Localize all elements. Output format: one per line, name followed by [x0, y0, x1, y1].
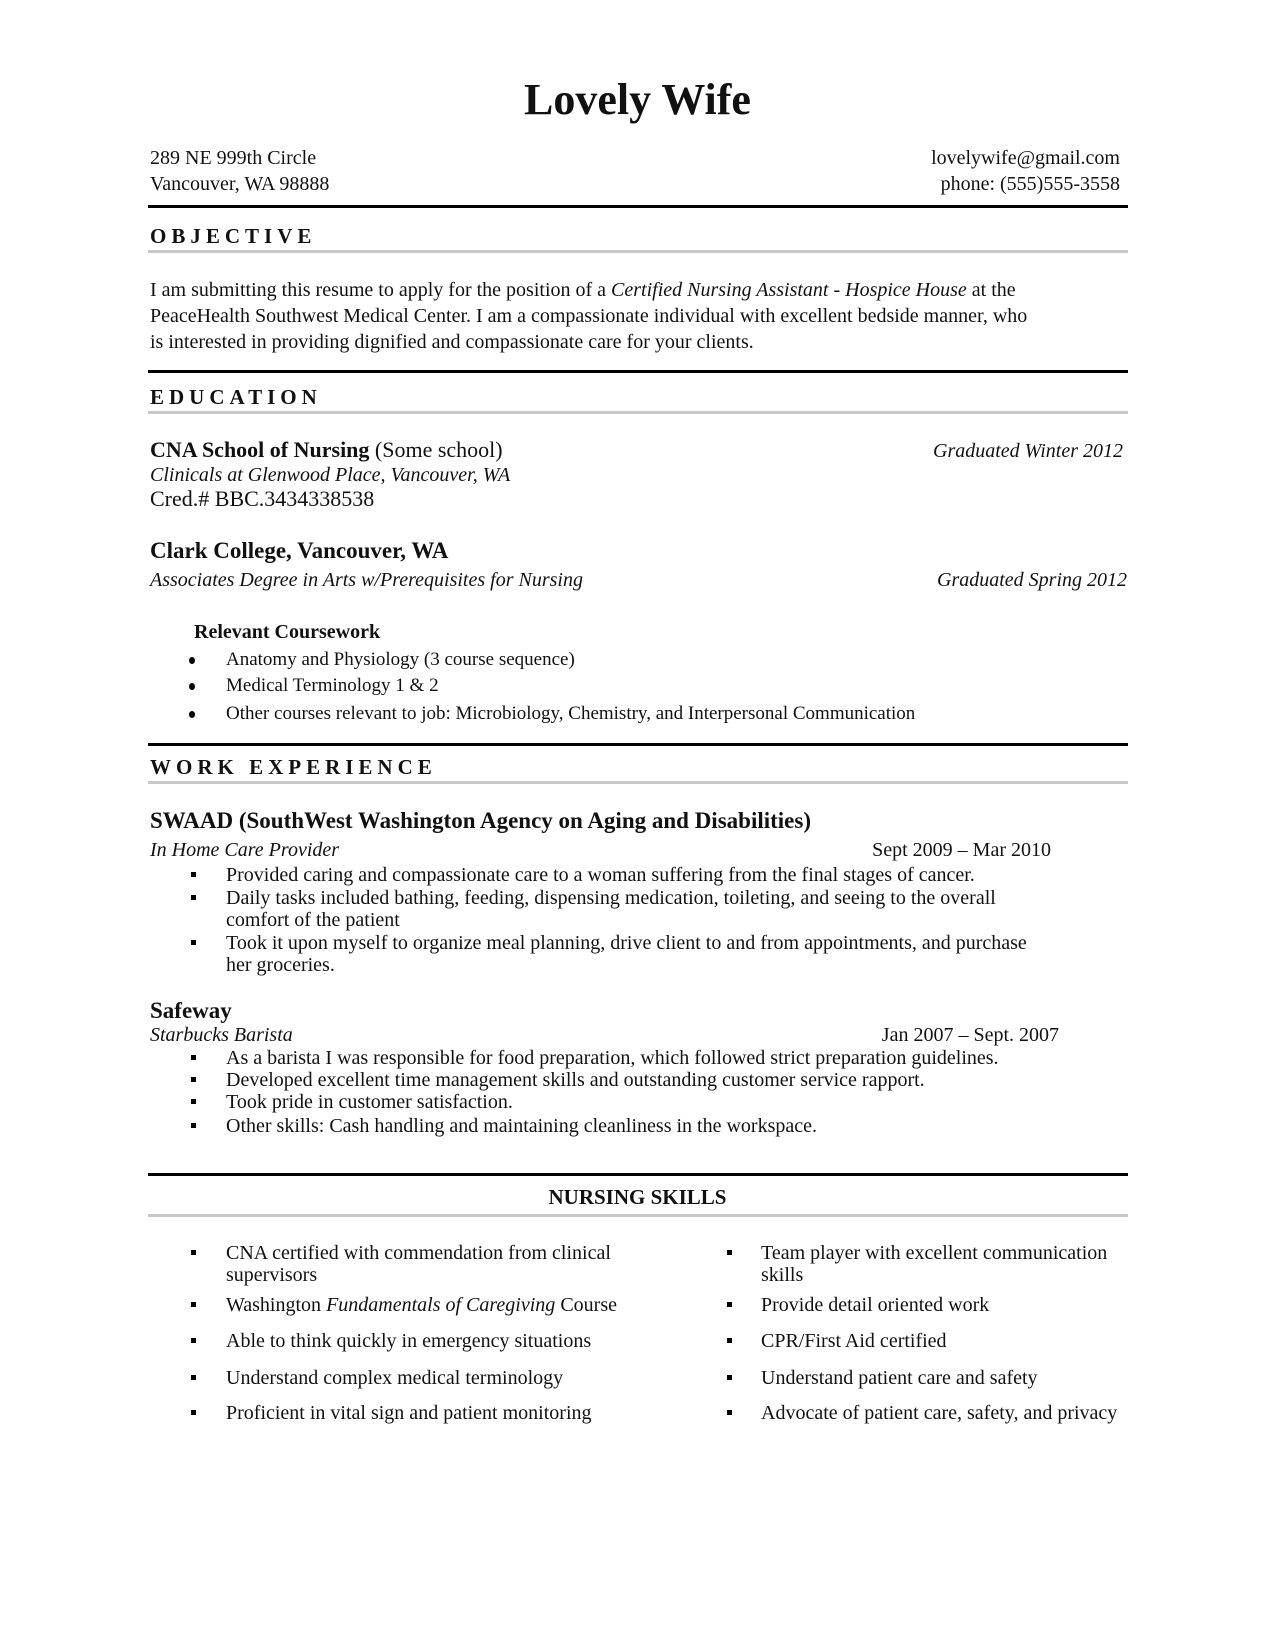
bullet-icon	[191, 872, 196, 877]
job-title: Starbucks Barista	[150, 1024, 293, 1046]
employer: Safeway	[150, 998, 232, 1023]
school-name: Clark College, Vancouver, WA	[150, 538, 449, 563]
job-dates: Jan 2007 – Sept. 2007	[881, 1024, 1059, 1046]
bullet-icon	[191, 1375, 196, 1380]
duty-item: Took it upon myself to organize meal planning, drive client to and from appointments, and purchase	[226, 932, 1027, 954]
bullet-icon	[191, 1410, 196, 1415]
graduation-date: Graduated Winter 2012	[933, 440, 1123, 462]
bullet-icon	[727, 1302, 732, 1307]
bullet-icon	[727, 1250, 732, 1255]
skills-heading: NURSING SKILLS	[548, 1185, 727, 1209]
skill-item: CPR/First Aid certified	[761, 1330, 947, 1352]
skill-item	[226, 1293, 617, 1317]
skill-item: Team player with excellent communication	[761, 1242, 1108, 1264]
skill-item: Understand patient care and safety	[761, 1367, 1038, 1389]
skill-item: Understand complex medical terminology	[226, 1367, 564, 1389]
duty-item: Other skills: Cash handling and maintaining cleanliness in the workspace.	[226, 1115, 817, 1137]
duty-item: Developed excellent time management skills and outstanding customer service rapport.	[226, 1069, 925, 1091]
course-item: Other courses relevant to job: Microbiology, Chemistry, and Interpersonal Communication	[226, 703, 916, 724]
objective-line: PeaceHealth Southwest Medical Center. I am a compassionate individual with excellent bedside manner, who	[150, 305, 1028, 327]
duty-item-cont: comfort of the patient	[226, 909, 400, 931]
bullet-icon	[189, 711, 195, 718]
text: Washington	[226, 1294, 327, 1316]
bullet-icon	[727, 1338, 732, 1343]
skill-item: Proficient in vital sign and patient monitoring	[226, 1402, 592, 1424]
bullet-icon	[191, 895, 196, 900]
course-item: Anatomy and Physiology (3 course sequence)	[226, 649, 575, 670]
duty-item: Took pride in customer satisfaction.	[226, 1091, 513, 1113]
bullet-icon	[191, 1338, 196, 1343]
skill-item-cont: supervisors	[226, 1264, 318, 1286]
bullet-icon	[191, 1077, 196, 1082]
name-title: Lovely Wife	[524, 75, 751, 124]
bullet-icon	[191, 940, 196, 945]
skill-item: CNA certified with commendation from clinical	[226, 1242, 611, 1264]
divider	[148, 1173, 1128, 1176]
skill-item: Able to think quickly in emergency situations	[226, 1330, 592, 1352]
work-heading: WORK EXPERIENCE	[150, 755, 437, 779]
divider	[148, 743, 1128, 746]
bullet-icon	[189, 683, 195, 690]
school-name: CNA School of Nursing	[150, 437, 370, 462]
duty-item-cont: her groceries.	[226, 954, 335, 976]
position-title: Certified Nursing Assistant - Hospice House	[611, 279, 967, 301]
school-detail: Clinicals at Glenwood Place, Vancouver, WA	[150, 464, 511, 486]
email: lovelywife@gmail.com	[931, 147, 1120, 169]
divider	[148, 250, 1128, 253]
divider	[148, 781, 1128, 784]
duty-item: As a barista I was responsible for food preparation, which followed strict preparation guidelines.	[226, 1047, 999, 1069]
school-cna	[150, 438, 503, 462]
bullet-icon	[191, 1302, 196, 1307]
text: I am submitting this resume to apply for the position of a	[150, 279, 612, 301]
divider	[148, 205, 1128, 208]
school-detail: Associates Degree in Arts w/Prerequisites for Nursing	[150, 569, 583, 591]
divider	[148, 411, 1128, 414]
skill-item: Provide detail oriented work	[761, 1294, 990, 1316]
bullet-icon	[189, 657, 195, 664]
objective-line	[150, 278, 1016, 302]
address-line2: Vancouver, WA 98888	[150, 173, 330, 195]
bullet-icon	[191, 1099, 196, 1104]
job-title: In Home Care Provider	[150, 839, 340, 861]
credential: Cred.# BBC.3434338538	[150, 486, 375, 511]
duty-item: Daily tasks included bathing, feeding, dispensing medication, toileting, and seeing to the overall	[226, 887, 996, 909]
bullet-icon	[727, 1410, 732, 1415]
course-name: Fundamentals of Caregiving	[326, 1294, 556, 1316]
skill-item-cont: skills	[761, 1264, 804, 1286]
course-item: Medical Terminology 1 & 2	[226, 675, 439, 696]
divider	[148, 370, 1128, 373]
coursework-heading: Relevant Coursework	[194, 621, 381, 643]
school-note: (Some school)	[369, 437, 503, 462]
graduation-date: Graduated Spring 2012	[937, 569, 1127, 591]
bullet-icon	[191, 1123, 196, 1128]
bullet-icon	[191, 1250, 196, 1255]
education-heading: EDUCATION	[150, 385, 322, 409]
divider	[148, 1214, 1128, 1217]
text: Course	[555, 1294, 617, 1316]
address-line1: 289 NE 999th Circle	[150, 147, 317, 169]
skill-item: Advocate of patient care, safety, and privacy	[761, 1402, 1118, 1424]
objective-line: is interested in providing dignified and compassionate care for your clients.	[150, 331, 754, 353]
bullet-icon	[727, 1375, 732, 1380]
bullet-icon	[191, 1055, 196, 1060]
objective-heading: OBJECTIVE	[150, 224, 317, 248]
text: at the	[966, 279, 1016, 301]
phone: phone: (555)555-3558	[940, 173, 1120, 195]
employer: SWAAD (SouthWest Washington Agency on Aging and Disabilities)	[150, 808, 811, 833]
job-dates: Sept 2009 – Mar 2010	[872, 839, 1051, 861]
duty-item: Provided caring and compassionate care to a woman suffering from the final stages of cancer.	[226, 864, 975, 886]
